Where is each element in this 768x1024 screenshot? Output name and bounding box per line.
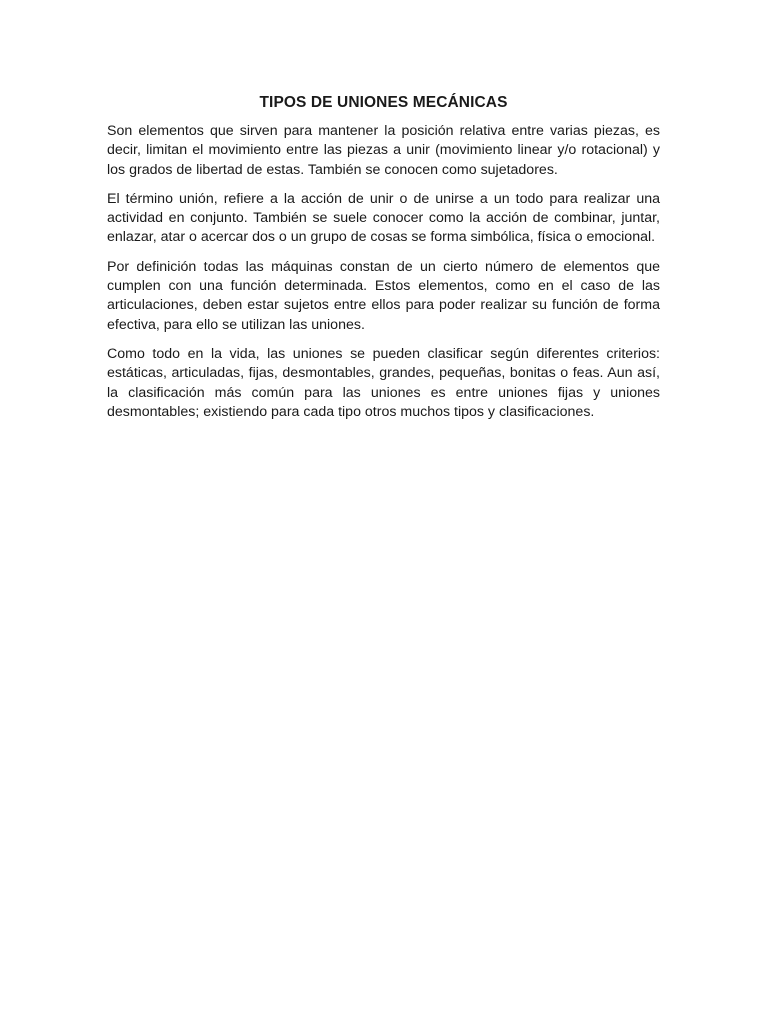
paragraph-machines: Por definición todas las máquinas constan de un cierto número de elementos que cumplen con una función determinada. Estos elementos, como en el caso de las articulaciones, deben estar sujetos entre ellos para poder realizar su función de forma efectiva, para ello se utilizan las uniones. [107, 258, 660, 333]
paragraph-definition: Son elementos que sirven para mantener la posición relativa entre varias piezas, es decir, limitan el movimiento entre las piezas a unir (movimiento linear y/o rotacional) y los grados de libertad de estas. También se conocen como sujetadores. [107, 123, 660, 178]
paragraph-classification: Como todo en la vida, las uniones se pueden clasificar según diferentes criterios: estáticas, articuladas, fijas, desmontables, grandes, pequeñas, bonitas o feas. Aun así, la clasificación más común para las uniones es entre uniones fijas y uniones desmontables; existiendo para cada tipo otros muchos tipos y clasificaciones. [107, 345, 660, 420]
paragraph-term-union: El término unión, refiere a la acción de unir o de unirse a un todo para realizar una actividad en conjunto. También se suele conocer como la acción de combinar, juntar, enlazar, atar o acercar dos o un grupo de cosas se forma simbólica, física o emocional. [107, 190, 660, 246]
document-title: TIPOS DE UNIONES MECÁNICAS [259, 94, 508, 111]
document-body [107, 93, 660, 432]
